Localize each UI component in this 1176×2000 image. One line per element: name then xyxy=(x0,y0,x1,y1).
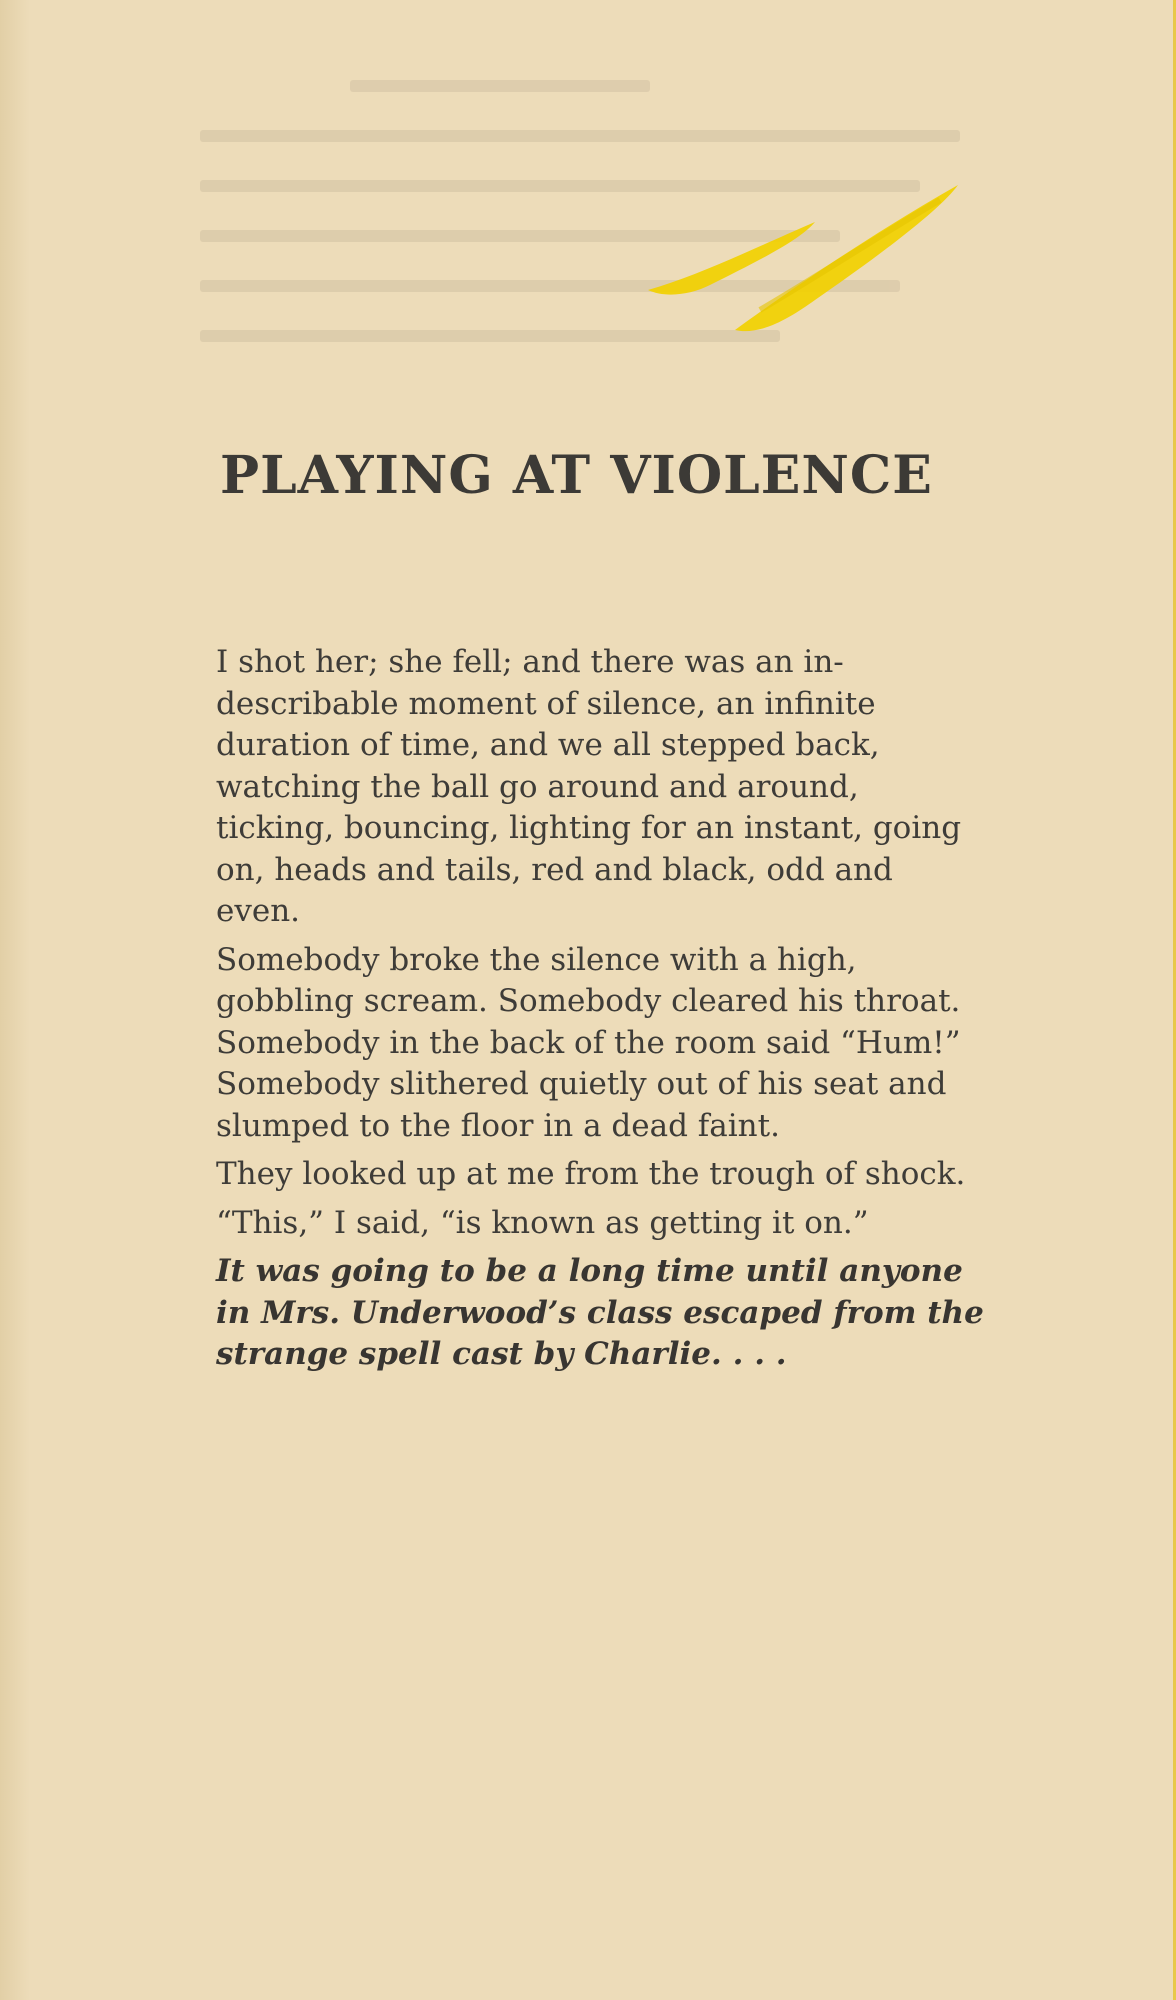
page-title: PLAYING AT VIOLENCE xyxy=(220,445,933,506)
yellow-highlighter-mark xyxy=(640,180,980,350)
paragraph: “This,” I said, “is known as getting it on.” xyxy=(216,1204,869,1241)
paragraph: I shot her; she fell; and there was an indescribable moment of silence, an infinite duration of time, and we all stepped back, watching the ball go around and around, ticking, bouncing, lighting for an instant, going on, heads and tails, red and black, odd and even. xyxy=(216,644,962,929)
paragraph: They looked up at me from the trough of shock. xyxy=(216,1156,966,1192)
excerpt-text xyxy=(216,642,986,1383)
teaser-paragraph: It was going to be a long time until anyone in Mrs. Underwood’s class escaped from the strange spell cast by Charlie. . . . xyxy=(216,1253,984,1372)
page-edge-shadow xyxy=(0,0,30,2000)
paragraph: Somebody broke the silence with a high, gobbling scream. Somebody cleared his throat. Somebody in the back of the room said “Hum!” Somebody slithered quietly out of his seat and slumped to the floor in a dead faint. xyxy=(216,941,961,1144)
